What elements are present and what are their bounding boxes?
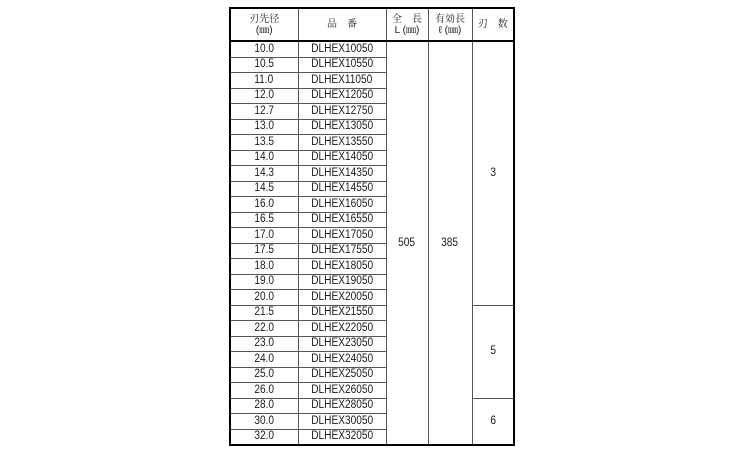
diameter-value: 12.7 [254,104,275,117]
diameter-value: 18.0 [254,259,275,272]
cell-part-number [298,429,386,445]
cell-diameter [230,166,298,182]
header-effective-length [428,8,472,41]
cell-diameter [230,104,298,120]
cell-diameter [230,259,298,275]
flute-count-value: 5 [489,345,496,357]
diameter-value: 32.0 [254,430,275,443]
cell-part-number [298,336,386,352]
cell-effective-length [428,41,472,445]
table-body [230,41,514,445]
part-number-value: DLHEX12750 [311,104,373,117]
cell-part-number [298,367,386,383]
table-row [230,305,514,321]
header-flutes-label: 刃 数 [477,19,508,30]
part-number-value: DLHEX11050 [311,73,373,86]
part-number-value: DLHEX20050 [311,290,373,303]
overall-length-value: 505 [398,236,416,249]
part-number-value: DLHEX14350 [311,166,373,179]
diameter-value: 10.5 [254,58,275,71]
cell-diameter [230,305,298,321]
cell-diameter [230,212,298,228]
cell-part-number [298,197,386,213]
cell-diameter [230,414,298,430]
header-diameter-label: 刃先径 [249,13,280,25]
diameter-value: 17.0 [254,228,275,241]
flute-count-value: 6 [489,414,496,427]
drill-spec-table [229,7,515,446]
part-number-value: DLHEX16050 [311,197,373,210]
part-number-value: DLHEX10050 [311,42,373,55]
part-number-value: DLHEX10550 [311,58,373,71]
diameter-value: 14.3 [254,166,275,179]
cell-diameter [230,398,298,414]
cell-part-number [298,290,386,306]
header-diameter-unit: (㎜) [255,24,273,36]
part-number-value: DLHEX32050 [311,430,373,443]
diameter-value: 30.0 [254,414,275,427]
table-header-row [230,8,514,41]
cell-part-number [298,181,386,197]
cell-flute-count [472,41,514,305]
cell-diameter [230,150,298,166]
cell-part-number [298,57,386,73]
header-effective-length-label: 有効長 [435,13,465,25]
header-part-number [298,8,386,41]
cell-diameter [230,321,298,337]
part-number-value: DLHEX26050 [311,383,373,396]
cell-part-number [298,212,386,228]
cell-diameter [230,274,298,290]
diameter-value: 23.0 [254,337,275,350]
part-number-value: DLHEX21550 [311,306,373,319]
cell-diameter [230,41,298,57]
cell-diameter [230,88,298,104]
cell-diameter [230,352,298,368]
cell-diameter [230,336,298,352]
header-part-number-label: 品 番 [327,19,357,30]
part-number-value: DLHEX14550 [311,182,373,195]
part-number-value: DLHEX22050 [311,321,373,334]
cell-part-number [298,166,386,182]
part-number-value: DLHEX14050 [311,151,373,164]
cell-part-number [298,274,386,290]
cell-diameter [230,135,298,151]
part-number-value: DLHEX13050 [311,120,373,133]
cell-diameter [230,181,298,197]
cell-flute-count [472,305,514,398]
cell-part-number [298,228,386,244]
part-number-value: DLHEX24050 [311,352,373,365]
cell-diameter [230,73,298,89]
diameter-value: 11.0 [254,73,274,86]
diameter-value: 26.0 [254,383,275,396]
cell-part-number [298,135,386,151]
part-number-value: DLHEX18050 [311,259,373,272]
part-number-value: DLHEX19050 [311,275,373,288]
diameter-value: 25.0 [254,368,275,381]
diameter-value: 16.5 [254,213,275,226]
diameter-value: 14.5 [254,182,275,195]
cell-part-number [298,243,386,259]
spec-table-container [229,7,515,446]
diameter-value: 22.0 [254,321,275,334]
diameter-value: 13.5 [254,135,275,148]
cell-part-number [298,305,386,321]
part-number-value: DLHEX17050 [311,228,373,241]
cell-diameter [230,290,298,306]
diameter-value: 20.0 [254,290,275,303]
diameter-value: 17.5 [254,244,275,257]
cell-part-number [298,73,386,89]
cell-part-number [298,119,386,135]
flute-count-value: 3 [489,166,496,179]
cell-part-number [298,259,386,275]
cell-part-number [298,383,386,399]
cell-diameter [230,228,298,244]
cell-diameter [230,367,298,383]
part-number-value: DLHEX16550 [311,213,373,226]
diameter-value: 19.0 [254,275,275,288]
cell-diameter [230,243,298,259]
cell-part-number [298,414,386,430]
header-flutes [472,8,514,41]
cell-diameter [230,119,298,135]
cell-part-number [298,398,386,414]
cell-diameter [230,57,298,73]
header-overall-length [386,8,428,41]
cell-part-number [298,88,386,104]
header-overall-length-unit: L (㎜) [394,24,420,36]
diameter-value: 24.0 [254,352,275,365]
cell-part-number [298,321,386,337]
diameter-value: 12.0 [254,89,275,102]
cell-diameter [230,383,298,399]
diameter-value: 28.0 [254,399,275,412]
table-row [230,41,514,57]
cell-diameter [230,197,298,213]
part-number-value: DLHEX23050 [311,337,373,350]
header-diameter [230,8,298,41]
header-effective-length-unit: ℓ (㎜) [438,24,462,36]
effective-length-value: 385 [441,236,459,249]
part-number-value: DLHEX13550 [311,135,373,148]
diameter-value: 10.0 [254,42,275,55]
cell-flute-count [472,398,514,445]
diameter-value: 14.0 [254,151,275,164]
diameter-value: 21.5 [254,306,275,319]
cell-overall-length [386,41,428,445]
table-row [230,398,514,414]
diameter-value: 16.0 [254,197,275,210]
cell-part-number [298,150,386,166]
cell-diameter [230,429,298,445]
cell-part-number [298,41,386,57]
cell-part-number [298,352,386,368]
diameter-value: 13.0 [254,120,275,133]
part-number-value: DLHEX12050 [311,89,373,102]
cell-part-number [298,104,386,120]
part-number-value: DLHEX25050 [311,368,373,381]
part-number-value: DLHEX17550 [311,244,373,257]
header-overall-length-label: 全 長 [392,13,422,25]
part-number-value: DLHEX30050 [311,414,373,427]
part-number-value: DLHEX28050 [311,399,373,412]
